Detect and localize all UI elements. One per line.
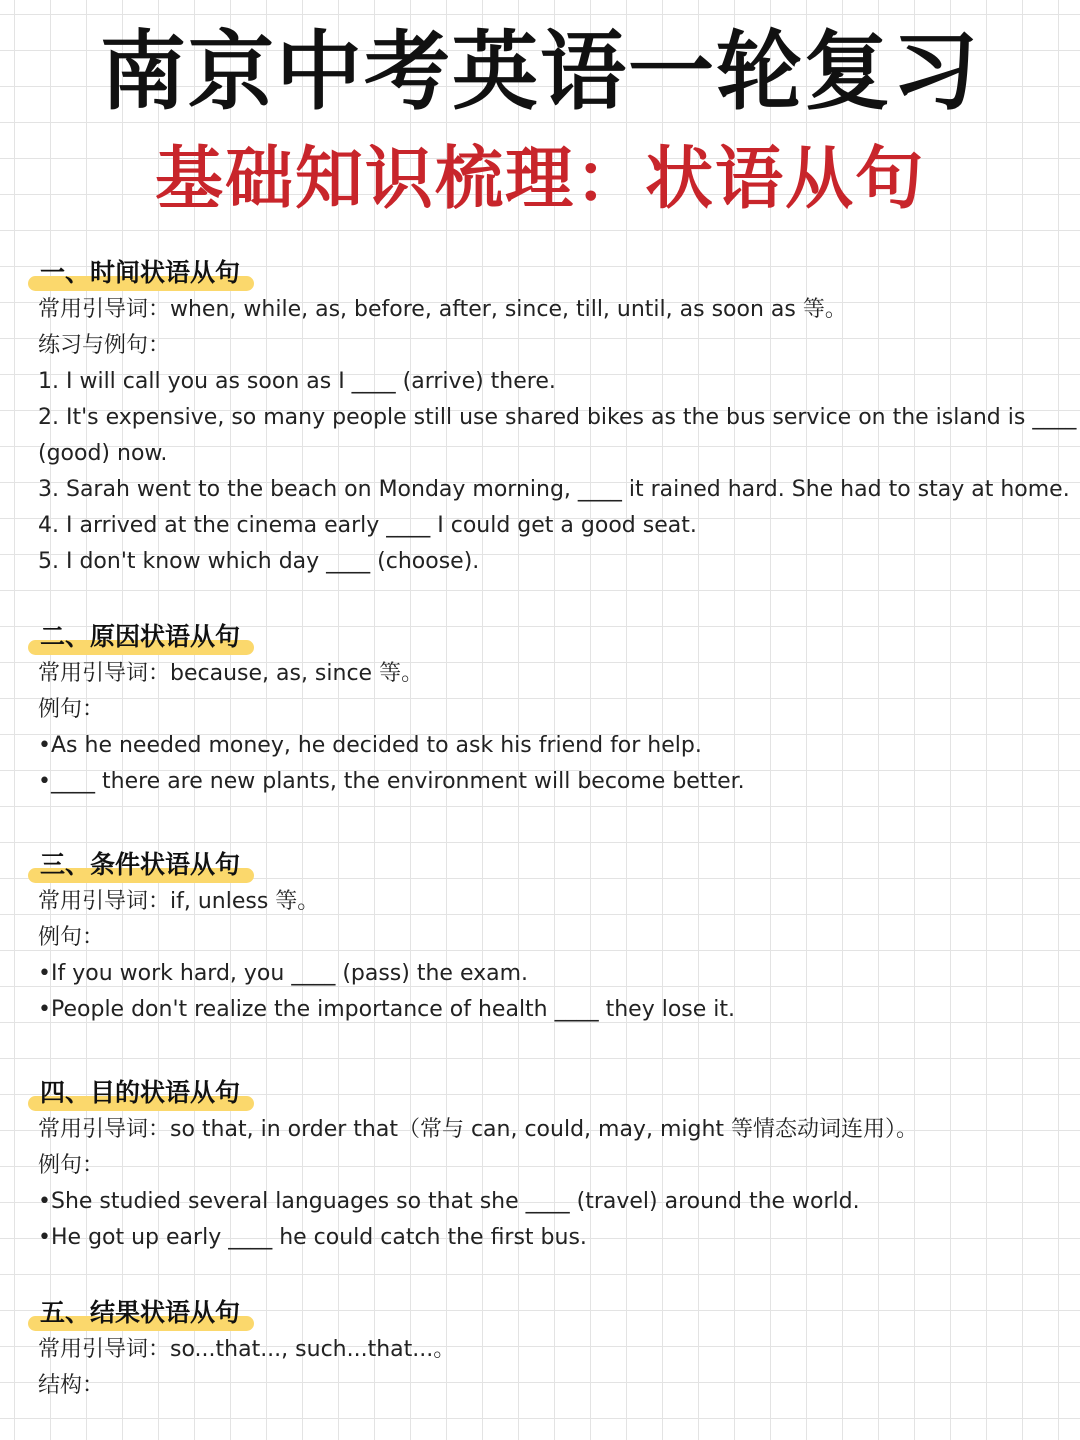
page-subtitle: 基础知识梳理：状语从句 [154, 139, 925, 219]
section-heading [38, 620, 244, 656]
example-text: She studied several languages so that she ____ (travel) around the world. [51, 1189, 860, 1214]
example-text: ____ there are new plants, the environment will become better. [51, 769, 745, 794]
section-heading-text: 四、目的状语从句 [40, 1078, 241, 1107]
common-conjunctions: 常用引导词：because, as, since 等。 [38, 661, 424, 686]
common-conjunctions: 常用引导词：so that, in order that（常与 can, could, may, might 等情态动词连用）。 [38, 1117, 919, 1142]
section-result-clause [38, 1296, 1048, 1404]
section-heading [38, 1296, 244, 1332]
example-bullet-2 [38, 1220, 1048, 1256]
exercise-item-2-continued: (good) now. [38, 441, 168, 466]
section-heading-text: 三、条件状语从句 [40, 850, 241, 879]
bullet-dot: • [38, 1225, 51, 1250]
section-heading-text: 二、原因状语从句 [40, 622, 241, 651]
bullet-dot: • [38, 769, 51, 794]
example-text: People don't realize the importance of health ____ they lose it. [51, 997, 736, 1022]
example-bullet-2 [38, 764, 1048, 800]
example-bullet-1 [38, 728, 1048, 764]
section-purpose-clause [38, 1076, 1048, 1256]
bullet-dot: • [38, 1189, 51, 1214]
exercise-item-3: 3. Sarah went to the beach on Monday morning, ____ it rained hard. She had to stay at home. [38, 477, 1070, 502]
section-heading-text: 一、时间状语从句 [40, 258, 241, 287]
bullet-dot: • [38, 733, 51, 758]
example-text: He got up early ____ he could catch the first bus. [51, 1225, 587, 1250]
section-heading [38, 1076, 244, 1112]
exercise-item-1: 1. I will call you as soon as I ____ (arrive) there. [38, 369, 556, 394]
example-bullet-2 [38, 992, 1048, 1028]
bullet-dot: • [38, 997, 51, 1022]
example-text: If you work hard, you ____ (pass) the exam. [51, 961, 529, 986]
common-conjunctions: 常用引导词：so...that..., such...that...。 [38, 1337, 456, 1362]
common-conjunctions: 常用引导词：if, unless 等。 [38, 889, 320, 914]
structure-label: 结构： [38, 1373, 105, 1398]
section-time-clause [38, 256, 1077, 580]
bullet-dot: • [38, 961, 51, 986]
section-heading [38, 256, 244, 292]
examples-label: 例句： [38, 1153, 105, 1178]
page-title: 南京中考英语一轮复习 [100, 21, 980, 122]
section-heading [38, 848, 244, 884]
exercise-item-5: 5. I don't know which day ____ (choose). [38, 549, 480, 574]
examples-label: 例句： [38, 697, 105, 722]
example-text: As he needed money, he decided to ask his friend for help. [51, 733, 702, 758]
example-bullet-1 [38, 956, 1048, 992]
section-heading-text: 五、结果状语从句 [40, 1298, 241, 1327]
section-reason-clause [38, 620, 1048, 800]
examples-label: 例句： [38, 925, 105, 950]
examples-label: 练习与例句： [38, 333, 171, 358]
section-condition-clause [38, 848, 1048, 1028]
exercise-item-2: 2. It's expensive, so many people still use shared bikes as the bus service on the island is ____ [38, 405, 1077, 430]
example-bullet-1 [38, 1184, 1048, 1220]
exercise-item-4: 4. I arrived at the cinema early ____ I could get a good seat. [38, 513, 697, 538]
common-conjunctions: 常用引导词：when, while, as, before, after, since, till, until, as soon as 等。 [38, 297, 847, 322]
